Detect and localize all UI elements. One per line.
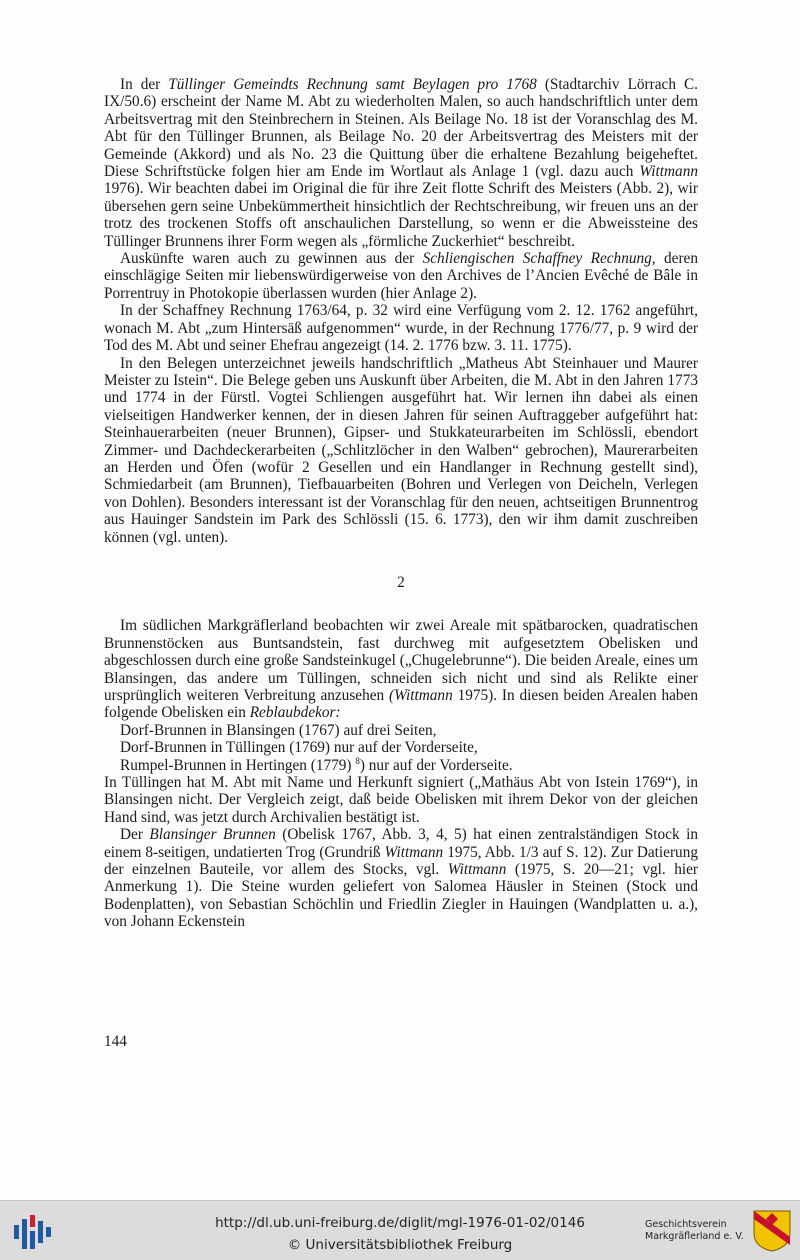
paragraph: In der Tüllinger Gemeindts Rechnung samt Beylagen pro 1768 (Stadtarchiv Lörrach C. IX/50.6) erscheint der Name M. Abt zu wiederholten Malen, so auch handschriftlich unter dem Arbeitsvertrag mit den Steinbrechern in Steinen. Als Beilage No. 18 ist der Voranschlag des M. Abt für den Tüllinger Brunnen, als Beilage No. 20 der Arbeitsvertrag des Meisters mit der Gemeinde (Akkord) und als No. 23 die Quittung über die erhaltene Bezahlung beigeheftet. Diese Schriftstücke folgen hier am Ende im Wortlaut als Anlage 1 (vgl. dazu auch Wittmann 1976). Wir beachten dabei im Original die für ihre Zeit flotte Schrift des Meisters (Abb. 2), wir übersehen gern seine Unbekümmertheit hinsichtlich der Rechtschreibung, wir freuen uns an der trotz des trockenen Stoffs oft anschaulichen Darstellung, so wenn er die Abweissteine des Tüllinger Brunnens ihrer Form wegen als „förmliche Zuckerhiet“ beschreibt. (104, 76, 698, 250)
obelisk-list (104, 722, 698, 774)
list-item: Rumpel-Brunnen in Hertingen (1779) $^8$) nur auf der Vorderseite. (120, 755, 513, 774)
paragraph: Im südlichen Markgräflerland beobachten wir zwei Areale mit spätbarocken, quadratischen Brunnenstöcken aus Buntsandstein, fast durchweg mit aufgesetztem Obelisken und abgeschlossen durch eine große Sandsteinkugel („Chugelebrunne“). Die beiden Areale, eines um Blansingen, das andere um Tüllingen, schneiden sich nicht und sind als Relikte einer ursprünglich weiteren Verbreitung anzusehen (Wittmann 1975). In diesen beiden Arealen haben folgende Obelisken ein Reblaubdekor: (104, 617, 698, 722)
footer-copyright: © Universitätsbibliothek Freiburg (287, 1237, 513, 1253)
paragraph: In den Belegen unterzeichnet jeweils handschriftlich „Matheus Abt Steinhauer und Maurer Meister zu Istein“. Die Belege geben uns Auskunft über Arbeiten, die M. Abt in den Jahren 1773 und 1774 in der Fürstl. Vogtei Schliengen ausgeführt hat. Wir lernen ihn dabei als einen vielseitigen Handwerker kennen, der in diesen Jahren für seinen Auftraggeber aufgeführt hat: Steinhauerarbeiten (neuer Brunnen), Gipser- und Stukkateurarbeiten im Schlössli, ebendort Zimmer- und Dachdeckerarbeiten („Schlitzlöcher in den Walben“ gebrochen), Maurerarbeiten an Herden und Öfen (wofür 2 Gesellen und ein Handlanger in Rechnung gestellt sind), Schmiedarbeit (am Brunnen), Tiefbauarbeiten (Bohren und Verlegen von Deicheln, Verlegen von Dohlen). Besonders interessant ist der Voranschlag für den neuen, achtseitigen Brunnentrog aus Hauinger Sandstein im Park des Schlössli (15. 6. 1773), den wir ihm damit zuschreiben können (vgl. unten). (104, 354, 698, 546)
paragraph: Der Blansinger Brunnen (Obelisk 1767, Abb. 3, 4, 5) hat einen zentralständigen Stock in einem 8-seitigen, undatierten Trog (Grundriß Wittmann 1975, Abb. 1/3 auf S. 12). Zur Datierung der einzelnen Bauteile, vor allem des Stocks, vgl. Wittmann (1975, S. 20—21; vgl. hier Anmerkung 1). Die Steine wurden geliefert von Salomea Häusler in Steinen (Stock und Bodenplatten), von Sebastian Schöchlin und Friedlin Ziegler in Hauingen (Wandplatten u. a.), von Johann Eckenstein (104, 826, 699, 931)
society-name[interactable] (645, 1219, 755, 1243)
section-number: 2 (397, 573, 405, 591)
paragraph: Auskünfte waren auch zu gewinnen aus der Schliengischen Schaffney Rechnung, deren einschlägige Seiten mir liebenswürdigerweise von den Archives de l’Ancien Evêché de Bâle in Porrentruy in Photokopie überlassen wurden (hier Anlage 2). (104, 250, 698, 302)
footer-bar (0, 1200, 800, 1260)
society-line: Geschichtsverein (645, 1219, 727, 1230)
society-line: Markgräflerland e. V. (645, 1231, 744, 1242)
list-item: Dorf-Brunnen in Tüllingen (1769) nur auf der Vorderseite, (120, 739, 478, 757)
coat-of-arms-icon[interactable] (752, 1209, 792, 1253)
footer-url-link[interactable]: http://dl.ub.uni-freiburg.de/diglit/mgl-1976-01-02/0146 (215, 1215, 585, 1231)
list-item: Dorf-Brunnen in Blansingen (1767) auf drei Seiten, (120, 721, 437, 739)
page-number: 144 (104, 1033, 127, 1050)
paragraph: In Tüllingen hat M. Abt mit Name und Herkunft signiert („Mathäus Abt von Istein 1769“), in Blansingen nicht. Der Vergleich zeigt, daß beide Obelisken mit ihrem Dekor von der gleichen Hand sind, was jetzt durch Archivalien bestätigt ist. (104, 774, 698, 826)
paragraph: In der Schaffney Rechnung 1763/64, p. 32 wird eine Verfügung vom 2. 12. 1762 angeführt, wonach M. Abt „zum Hintersäß aufgenommen“ wurde, in der Rechnung 1776/77, p. 9 wird der Tod des M. Abt und seiner Ehefrau angezeigt (14. 2. 1776 bzw. 3. 11. 1775). (104, 302, 698, 355)
body-text (104, 76, 698, 931)
